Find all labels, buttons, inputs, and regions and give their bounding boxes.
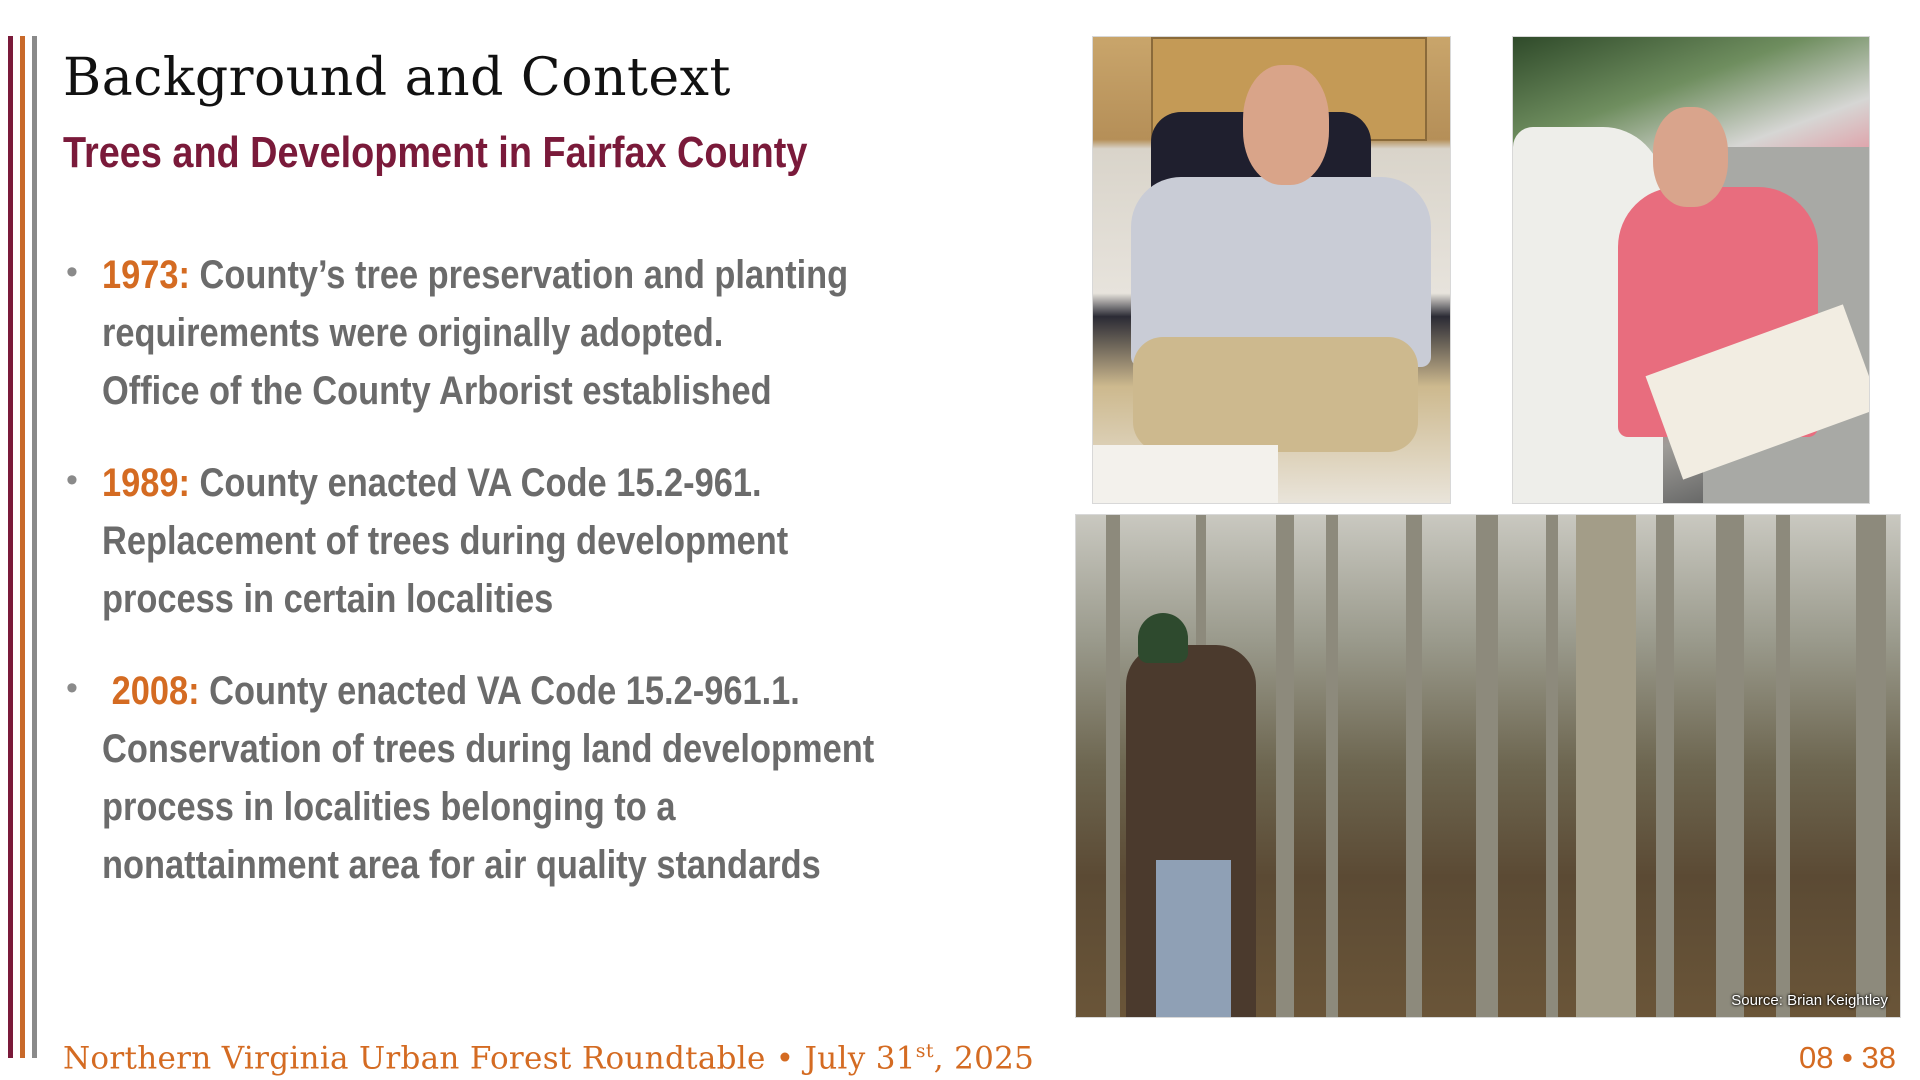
tree-trunk — [1856, 515, 1886, 1017]
tree-trunk — [1546, 515, 1558, 1017]
bullet-line: process in localities belonging to a — [102, 785, 676, 829]
head-shape — [1243, 65, 1329, 185]
slide-subtitle: Trees and Development in Fairfax County — [63, 128, 808, 177]
bullet-year: 2008: — [111, 669, 200, 713]
footer-event — [63, 1040, 1034, 1076]
tree-trunk — [1776, 515, 1790, 1017]
footer-year: , 2025 — [933, 1040, 1035, 1077]
footer-date-suffix: st — [915, 1040, 934, 1062]
tree-trunk — [1476, 515, 1498, 1017]
tree-trunk — [1276, 515, 1294, 1017]
tree-trunk — [1656, 515, 1674, 1017]
bullet-line: County enacted VA Code 15.2-961.1. — [209, 669, 800, 713]
bullet-line: County enacted VA Code 15.2-961. — [199, 461, 762, 505]
hat-shape — [1138, 613, 1188, 663]
accent-bar-maroon — [8, 36, 13, 1058]
photo-forest-arborist — [1075, 514, 1901, 1018]
bullet-line: process in certain localities — [102, 577, 554, 621]
bullet-item-2008 — [62, 662, 992, 894]
bullet-dot-icon: • — [66, 253, 78, 291]
page-number: 08 • 38 — [1798, 1040, 1896, 1075]
photo-man-on-phone — [1092, 36, 1451, 504]
slide-title: Background and Context — [63, 48, 731, 108]
accent-bar-orange — [20, 36, 25, 1058]
head-shape — [1653, 107, 1728, 207]
bullet-item-1973 — [62, 246, 992, 420]
bullet-year: 1989: — [102, 461, 190, 505]
accent-bar-gray — [32, 36, 37, 1058]
bullet-year: 1973: — [102, 253, 190, 297]
tree-trunk — [1106, 515, 1120, 1017]
tree-trunk — [1576, 515, 1636, 1017]
bullet-line: Replacement of trees during development — [102, 519, 789, 563]
jeans-shape — [1156, 860, 1231, 1018]
tree-trunk — [1716, 515, 1744, 1017]
bullet-line: nonattainment area for air quality standards — [102, 843, 821, 887]
pants-shape — [1133, 337, 1418, 452]
bullet-line: Office of the County Arborist established — [102, 369, 772, 413]
bullet-dot-icon: • — [66, 669, 78, 707]
desk-paper — [1093, 445, 1278, 503]
bullet-list — [62, 246, 992, 928]
bullet-line: requirements were originally adopted. — [102, 311, 724, 355]
tree-trunk — [1326, 515, 1338, 1017]
photo-man-with-binder — [1512, 36, 1870, 504]
photo-source-credit: Source: Brian Keightley — [1731, 992, 1888, 1009]
footer-event-text: Northern Virginia Urban Forest Roundtable • July 31 — [63, 1040, 916, 1077]
bullet-line: County’s tree preservation and planting — [199, 253, 849, 297]
tree-trunk — [1406, 515, 1422, 1017]
bullet-dot-icon: • — [66, 461, 78, 499]
bullet-item-1989 — [62, 454, 992, 628]
bullet-line: Conservation of trees during land development — [102, 727, 875, 771]
